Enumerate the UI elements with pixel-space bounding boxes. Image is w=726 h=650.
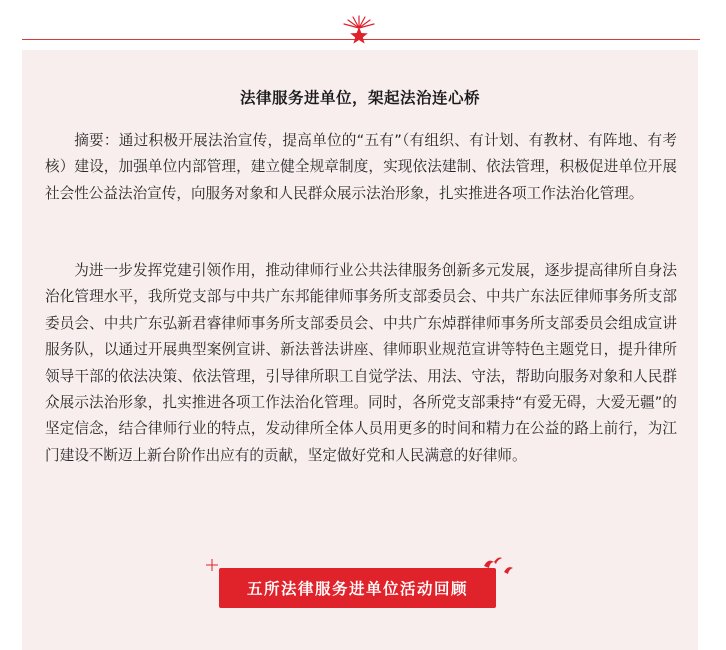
flying-birds-icon <box>478 552 518 580</box>
star-burst-emblem-icon <box>337 14 381 44</box>
sparkle-plus-icon <box>206 559 218 571</box>
section-banner: 五所法律服务进单位活动回顾 <box>219 568 496 608</box>
article-card <box>22 50 698 650</box>
abstract-paragraph: 摘要：通过积极开展法治宣传，提高单位的“五有”（有组织、有计划、有教材、有阵地、有考核）建设，加强单位内部管理，建立健全规章制度，实现依法建制、依法管理，积极促进单位开展社会性公益法治宣传，向服务对象和人民群众展示法治形象，扎实推进各项工作法治化管理。 <box>45 132 677 202</box>
body-paragraph: 为进一步发挥党建引领作用，推动律师行业公共法律服务创新多元发展，逐步提高律所自身法治化管理水平，我所党支部与中共广东邦能律师事务所支部委员会、中共广东法匠律师事务所支部委员会、中共广东弘新君睿律师事务所支部委员会、中共广东焯群律师事务所支部委员会组成宣讲服务队，以通过开展典型案例宣讲、新法普法讲座、律师职业规范宣讲等特色主题党日，提升律所领导干部的依法决策、依法管理，引导律所职工自觉学法、用法、守法，帮助向服务对象和人民群众展示法治形象，扎实推进各项工作法治化管理。同时，各所党支部秉持“有爱无碍，大爱无疆”的坚定信念，结合律师行业的特点，发动律所全体人员用更多的时间和精力在公益的路上前行，为江门建设不断迈上新台阶作出应有的贡献，坚定做好党和人民满意的好律师。 <box>45 262 677 464</box>
article-title: 法律服务进单位，架起法治连心桥 <box>239 89 480 107</box>
